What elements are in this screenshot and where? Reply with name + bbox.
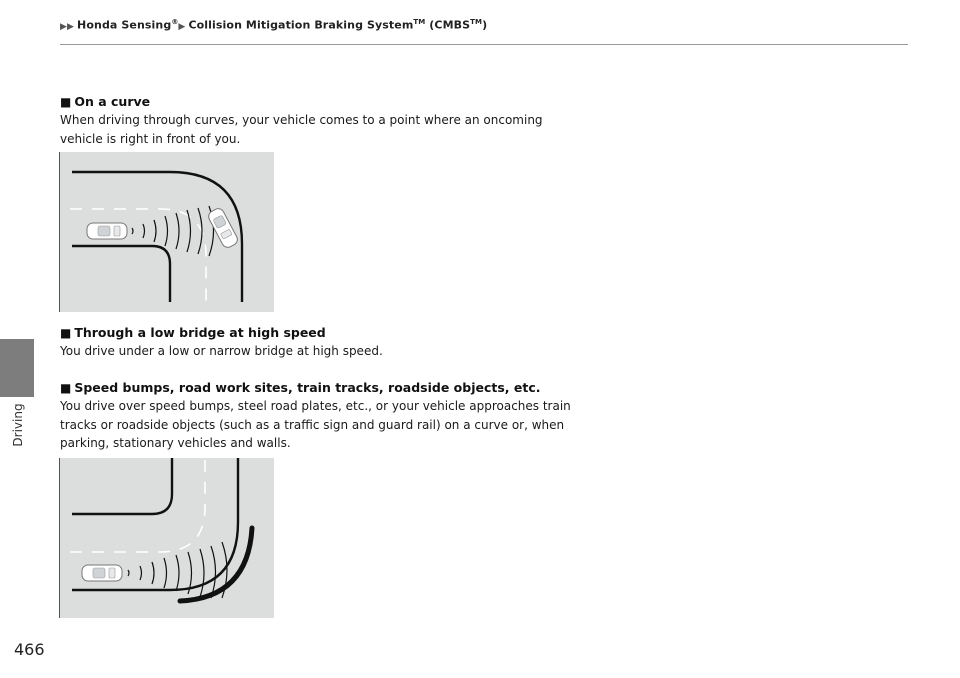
breadcrumb-abbr-open: (CMBS bbox=[425, 18, 471, 32]
breadcrumb-separator-icon: ▶ bbox=[178, 21, 186, 32]
page-number: 466 bbox=[14, 640, 45, 659]
square-bullet-icon: ■ bbox=[60, 95, 72, 109]
lane-center-line bbox=[70, 209, 206, 302]
own-vehicle bbox=[82, 565, 122, 581]
section-body: You drive over speed bumps, steel road plates, etc., or your vehicle approaches train tracks or roadside objects (such as a traffic sign and guard rail) on a curve or, when parking, stationary vehicles and walls. bbox=[60, 399, 571, 450]
section-heading-text: On a curve bbox=[74, 94, 151, 109]
registered-mark: ® bbox=[171, 18, 179, 26]
chapter-tab bbox=[0, 339, 34, 397]
road-edge-inner bbox=[72, 458, 172, 514]
roadside-object-illustration bbox=[59, 458, 274, 618]
oncoming-vehicle bbox=[207, 207, 240, 250]
trademark-mark: TM bbox=[413, 18, 426, 26]
section-body: You drive under a low or narrow bridge at high speed. bbox=[60, 344, 383, 358]
header-divider bbox=[60, 44, 908, 45]
section-heading bbox=[60, 93, 580, 111]
section-heading-text: Through a low bridge at high speed bbox=[74, 325, 326, 340]
section-low-bridge bbox=[60, 324, 580, 361]
curve-diagram bbox=[60, 152, 274, 312]
section-body: When driving through curves, your vehicle comes to a point where an oncoming vehicle is right in front of you. bbox=[60, 113, 543, 146]
square-bullet-icon: ■ bbox=[60, 326, 72, 340]
breadcrumb-arrow-icon: ▶▶ bbox=[60, 21, 75, 32]
section-heading-text: Speed bumps, road work sites, train tracks, roadside objects, etc. bbox=[74, 380, 541, 395]
trademark-mark-2: TM bbox=[470, 18, 483, 26]
breadcrumb-brand: Honda Sensing bbox=[77, 18, 172, 32]
breadcrumb-header bbox=[60, 18, 910, 32]
breadcrumb-system: Collision Mitigation Braking System bbox=[188, 18, 414, 32]
section-speed-bumps bbox=[60, 379, 580, 453]
section-heading bbox=[60, 379, 580, 397]
chapter-label: Driving bbox=[11, 403, 25, 447]
section-heading bbox=[60, 324, 580, 342]
roadside-diagram bbox=[60, 458, 274, 618]
lane-center-line bbox=[70, 458, 205, 552]
curve-illustration bbox=[59, 152, 274, 312]
road-edge-inner bbox=[72, 246, 170, 302]
square-bullet-icon: ■ bbox=[60, 381, 72, 395]
breadcrumb-abbr-close: ) bbox=[482, 18, 488, 32]
own-vehicle bbox=[87, 223, 127, 239]
section-on-a-curve bbox=[60, 93, 580, 148]
